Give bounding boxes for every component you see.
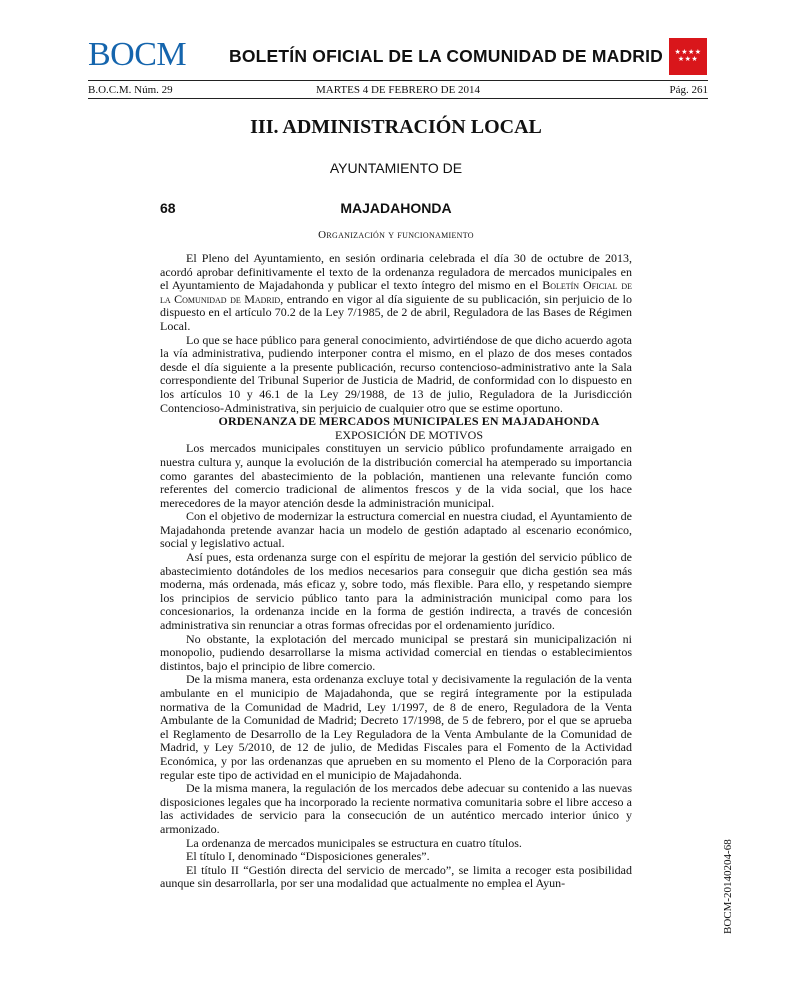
body-paragraph: Así pues, esta ordenanza surge con el espíritu de mejorar la gestión del servicio público de abastecimiento dotándoles de los medios necesarios para conseguir que dicha gestión sea más moderna, más ordenada, más eficaz y, sobre todo, más flexible. Para ello, y respetando siempre los principios de servicio público tanto para la administración municipal como para los concesionarios, la ordenanza incide en la forma de gestión indirecta, a través de concesión administrativa sin renunciar a otras formas ofrecidas por el ordenamiento jurídico. <box>160 550 632 633</box>
body-paragraph: No obstante, la explotación del mercado municipal se prestará sin municipalización ni monopolio, pudiendo desarrollarse la misma actividad comercial en tiendas o establecimientos distintos, bajo el principio de libre comercio. <box>160 631 632 673</box>
header-rule-bottom <box>88 98 708 99</box>
header-rule-top <box>88 80 708 81</box>
page-number: Pág. 261 <box>669 84 708 96</box>
announcement-number: 68 <box>160 200 176 216</box>
ayuntamiento-label: AYUNTAMIENTO DE <box>329 160 463 176</box>
bulletin-number: B.O.C.M. Núm. 29 <box>88 84 173 96</box>
intro-paragraph: Lo que se hace público para general conocimiento, advirtiéndose de que dicho acuerdo agota la vía administrativa, pudiendo interponer contra el mismo, en el plazo de dos meses contados desde el día siguiente a la presente publicación, recurso contencioso-administrativo ante la Sala correspondiente del Tribunal Superior de Justicia de Madrid, de conformidad con lo dispuesto en los artículos 10 y 46.1 de la Ley 29/1988, de 13 de julio, Reguladora de la Jurisdicción Contencioso-Administrativa, sin perjuicio de cualquier otro que se estime oportuno. <box>160 332 632 415</box>
ordinance-subtitle: EXPOSICIÓN DE MOTIVOS <box>334 427 483 442</box>
body-paragraph: Los mercados municipales constituyen un servicio público profundamente arraigado en nuestra cultura y, aunque la evolución de la distribución comercial ha atemperado su importancia como garantes del abastecimiento de la población, mantienen una relevante función como referentes del comercio tradicional de alimentos frescos y de la vida social, que los hace merecedores de la mayor atención desde la administración municipal. <box>160 441 632 510</box>
body-paragraph: La ordenanza de mercados municipales se estructura en cuatro títulos. <box>186 835 522 850</box>
boletin-reference: Boletín Oficial de la Comunidad de Madrid <box>160 278 632 306</box>
body-paragraph: El título I, denominado “Disposiciones generales”. <box>186 849 430 864</box>
section-title: III. ADMINISTRACIÓN LOCAL <box>250 116 542 138</box>
body-paragraph: De la misma manera, la regulación de los mercados debe adecuar su contenido a las nuevas disposiciones legales que ha incorporado la reciente normativa comunitaria sobre el libre acceso a las actividades de servicio para la consecución de un auténtico mercado interior único y armonizado. <box>160 781 632 836</box>
flag-stars-icon: ★★★★ <box>674 48 702 56</box>
document-side-code: BOCM-20140204-68 <box>722 839 734 934</box>
body-paragraph: Con el objetivo de modernizar la estructura comercial en nuestra ciudad, el Ayuntamiento de Majadahonda pretende avanzar hacia un modelo de gestión adaptado al escenario económico, social y legislativo actual. <box>160 509 632 551</box>
flag-stars-icon: ★★★ <box>677 55 699 63</box>
bocm-logo: BOCM <box>88 36 187 73</box>
bulletin-date: MARTES 4 DE FEBRERO DE 2014 <box>316 84 481 96</box>
ordinance-title: ORDENANZA DE MERCADOS MUNICIPALES EN MAJADAHONDA <box>218 414 600 429</box>
municipality-name: MAJADAHONDA <box>340 200 452 216</box>
document-body <box>160 252 632 891</box>
body-paragraph: De la misma manera, esta ordenanza excluye total y decisivamente la regulación de la venta ambulante en el municipio de Majadahonda, que se regirá íntegramente por la estipulada normativa de la Comunidad de Madrid, Ley 1/1997, de 8 de enero, Reguladora de la Venta Ambulante de la Comunidad de Madrid; Decreto 17/1998, de 5 de febrero, por el que se aprueba el Reglamento de Desarrollo de la Ley Reguladora de la Venta Ambulante de la Comunidad de Madrid, y Ley 5/2010, de 12 de julio, de Medidas Fiscales para el Fomento de la Actividad Económica, y por las ordenanzas que aprueben en su momento el Pleno de la Corporación para regular este tipo de actividad en el municipio de Majadahonda. <box>160 672 632 782</box>
body-paragraph: El título II “Gestión directa del servicio de mercado”, se limita a recoger esta posibilidad aunque sin desarrollarla, por ser una modalidad que actualmente no emplea el Ayun- <box>160 862 632 891</box>
comunidad-madrid-flag <box>669 38 707 75</box>
subject-heading: Organización y funcionamiento <box>318 229 474 241</box>
bulletin-title: BOLETÍN OFICIAL DE LA COMUNIDAD DE MADRID <box>229 46 664 66</box>
intro-paragraph: El Pleno del Ayuntamiento, en sesión ordinaria celebrada el día 30 de octubre de 2013, acordó aprobar definitivamente el texto de la ordenanza reguladora de mercados municipales en el Ayuntamiento de Majadahonda y publicar el texto íntegro del mismo en el Boletín Oficial de la Comunidad de Madrid, entrando en vigor al día siguiente de su publicación, sin perjuicio de lo dispuesto en el artículo 70.2 de la Ley 7/1985, de 2 de abril, Reguladora de las Bases de Régimen Local. <box>160 251 633 333</box>
